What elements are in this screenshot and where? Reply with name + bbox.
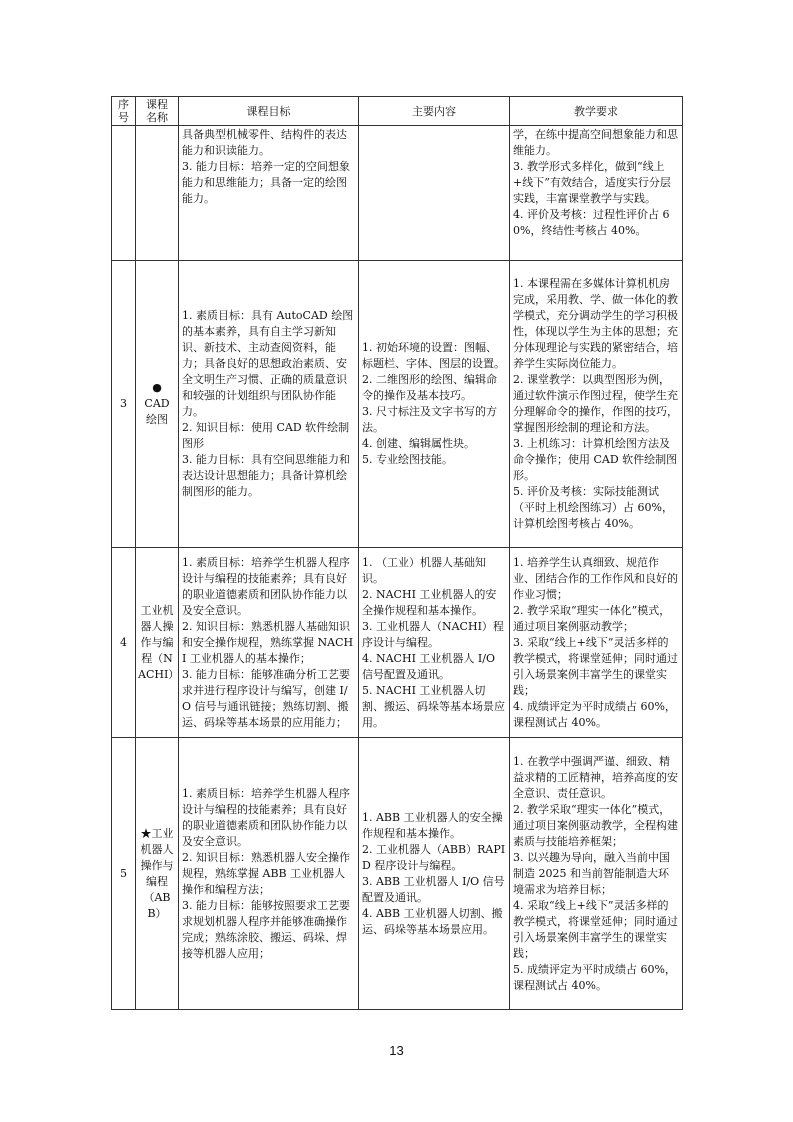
req-paragraph: 1. 培养学生认真细致、规范作业、团结合作的工作作风和良好的作业习惯；: [513, 555, 678, 601]
content-paragraph: 4. NACHI 工业机器人 I/O 信号配置及通讯。: [362, 651, 495, 681]
goal-paragraph: 1. 素质目标：具有 AutoCAD 绘图的基本素养，具有自主学习新知识、新技术、主动查阅资料，能力；具备良好的思想政治素质、安全文明生产习惯、正确的质量意识和较强的计划组织与团队协作能力。: [182, 309, 354, 418]
table-row: [112, 548, 683, 738]
cell-seq: 5: [112, 738, 136, 1010]
cell-goal: [179, 261, 359, 548]
req-paragraph: 3. 上机练习：计算机绘图方法及命令操作；使用 CAD 软件绘制图形。: [513, 437, 678, 482]
cell-name: ★工业机器人操作与编程（ABB）: [136, 738, 179, 1010]
cell-name: [136, 126, 179, 261]
table-row: [112, 126, 683, 261]
content-paragraph: 4. 创建、编辑属性块。: [362, 437, 475, 450]
header-name: 课程名称: [136, 97, 179, 126]
goal-paragraph: 3. 能力目标：具有空间思维能力和表达设计思想能力；具备计算机绘制图形的能力。: [182, 453, 350, 498]
header-req: 教学要求: [510, 97, 683, 126]
req-paragraph: 3. 教学形式多样化，做到“线上+线下”有效结合，适度实行分层实践，丰富课堂教学与实践。: [513, 160, 671, 205]
table-row: [112, 738, 683, 1010]
cell-seq: [112, 126, 136, 261]
cell-name: [136, 261, 179, 548]
goal-paragraph: 2. 知识目标：熟悉机器人基础知识和安全操作规程，熟练掌握 NACHI 工业机器人的基本操作；: [182, 619, 354, 665]
goal-paragraph: 3. 能力目标：培养一定的空间想象能力和思维能力；具备一定的绘图能力。: [182, 160, 350, 205]
req-paragraph: 1. 本课程需在多媒体计算机机房完成，采用教、学、做一体化的教学模式，充分调动学生的学习积极性，体现以学生为主体的思想；充分体现理论与实践的紧密结合，培养学生实际岗位能力。: [513, 277, 678, 370]
content-paragraph: 5. NACHI 工业机器人切割、搬运、码垛等基本场景应用。: [362, 683, 505, 729]
req-paragraph: 2. 教学采取“理实一体化”模式，通过项目案例驱动教学，全程构建素质与技能培养框架；: [513, 802, 678, 848]
cell-req: [510, 261, 683, 548]
header-content: 主要内容: [359, 97, 510, 126]
cell-name: 工业机器人操作与编程（NACHI）: [136, 548, 179, 738]
cell-seq: 4: [112, 548, 136, 738]
cell-goal: [179, 126, 359, 261]
goal-paragraph: 2. 知识目标：使用 CAD 软件绘制图形: [182, 421, 350, 450]
goal-paragraph: 1. 素质目标：培养学生机器人程序设计与编程的技能素养；具有良好的职业道德素质和团队协作能力以及安全意识。: [182, 555, 350, 617]
cell-content: [359, 261, 510, 548]
req-paragraph: 4. 评价及考核：过程性评价占 60%，终结性考核占 40%。: [513, 208, 670, 237]
cell-content: [359, 738, 510, 1010]
goal-paragraph: 具备典型机械零件、结构件的表达能力和识读能力。: [182, 128, 347, 157]
header-row: [112, 97, 683, 126]
req-paragraph: 2. 教学采取“理实一体化”模式，通过项目案例驱动教学；: [513, 603, 671, 633]
req-paragraph: 5. 成绩评定为平时成绩占 60%，课程测试占 40%。: [513, 962, 676, 992]
req-paragraph: 5. 评价及考核：实际技能测试（平时上机绘图练习）占 60%，计算机绘图考核占 40%。: [513, 485, 673, 530]
content-paragraph: 2. NACHI 工业机器人的安全操作规程和基本操作。: [362, 587, 497, 617]
table-row: [112, 261, 683, 548]
content-paragraph: 3. 尺寸标注及文字书写的方法。: [362, 405, 497, 434]
course-table: [111, 96, 683, 1010]
goal-paragraph: 3. 能力目标：能够准确分析工艺要求并进行程序设计与编写，创建 I/O 信号与通讯链接；熟练切割、搬运、码垛等基本场景的应用能力；: [182, 667, 350, 729]
header-goal: 课程目标: [179, 97, 359, 126]
content-paragraph: 1. ABB 工业机器人的安全操作规程和基本操作。: [362, 810, 503, 840]
content-paragraph: 5. 专业绘图技能。: [362, 453, 453, 466]
course-name: ● CAD 绘图: [144, 381, 170, 426]
cell-seq: 3: [112, 261, 136, 548]
cell-goal: [179, 738, 359, 1010]
header-seq: 序号: [112, 97, 136, 126]
req-paragraph: 1. 在教学中强调严谨、细致、精益求精的工匠精神，培养高度的安全意识、责任意识。: [513, 754, 678, 800]
req-paragraph: 2. 课堂教学：以典型图形为例，通过软件演示作图过程，使学生充分理解命令的操作，作图的技巧，掌握图形绘制的理论和方法。: [513, 373, 678, 434]
cell-goal: [179, 548, 359, 738]
content-paragraph: 3. 工业机器人（NACHI）程序设计与编程。: [362, 619, 504, 649]
content-paragraph: 2. 工业机器人（ABB）RAPID 程序设计与编程。: [362, 842, 506, 872]
goal-paragraph: 2. 知识目标：熟悉机器人安全操作规程，熟练掌握 ABB 工业机器人操作和编程方法；: [182, 850, 350, 896]
req-paragraph: 学，在练中提高空间想象能力和思维能力。: [513, 128, 678, 157]
cell-content: [359, 126, 510, 261]
goal-paragraph: 1. 素质目标：培养学生机器人程序设计与编程的技能素养；具有良好的职业道德素质和团队协作能力以及安全意识。: [182, 786, 350, 848]
page-number: 13: [389, 1043, 404, 1058]
content-paragraph: 3. ABB 工业机器人 I/O 信号配置及通讯。: [362, 874, 505, 904]
req-paragraph: 4. 成绩评定为平时成绩占 60%，课程测试占 40%。: [513, 699, 676, 729]
req-paragraph: 3. 以兴趣为导向，融入当前中国制造 2025 和当前智能制造大环境需求为培养目标；: [513, 850, 670, 896]
cell-content: [359, 548, 510, 738]
req-paragraph: 3. 采取“线上+线下”灵活多样的教学模式，将课堂延伸；同时通过引入场景案例丰富学生的课堂实践；: [513, 635, 678, 697]
content-paragraph: 1. （工业）机器人基础知识。: [362, 555, 486, 585]
content-paragraph: 4. ABB 工业机器人切割、搬运、码垛等基本场景应用。: [362, 906, 503, 936]
cell-req: [510, 738, 683, 1010]
content-paragraph: 1. 初始环境的设置：图幅、标题栏、字体、图层的设置。: [362, 341, 505, 370]
cell-req: [510, 126, 683, 261]
goal-paragraph: 3. 能力目标：能够按照要求工艺要求规划机器人程序并能够准确操作完成；熟练涂胶、搬运、码垛、焊接等机器人应用；: [182, 898, 350, 960]
req-paragraph: 4. 采取“线上+线下”灵活多样的教学模式，将课堂延伸；同时通过引入场景案例丰富学生的课堂实践；: [513, 898, 678, 960]
content-paragraph: 2. 二维图形的绘图、编辑命令的操作及基本技巧。: [362, 373, 497, 402]
cell-req: [510, 548, 683, 738]
